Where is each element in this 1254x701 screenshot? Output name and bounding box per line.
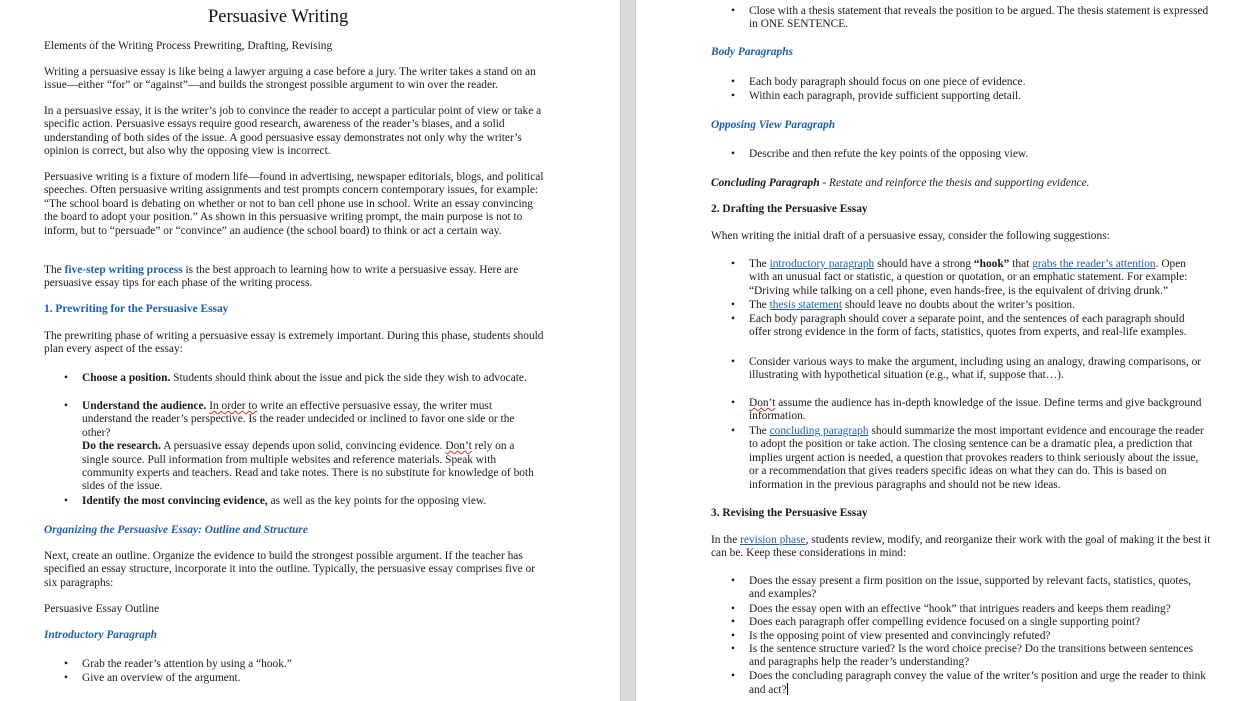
paragraph: The five-step writing process is the best approach to learning how to write a persuasive essay. Here are persuasive essay tips for each phase of the writing process. <box>44 264 519 290</box>
list-item: • Close with a thesis statement that reveals the position to be argued. The thesis statement is expressed in ONE SENTENCE. <box>749 5 1209 32</box>
paragraph: In a persuasive essay, it is the writer’s job to convince the reader to accept a particular point of view or take a specific action. Persuasive essays require good research, awareness of the reader’s biases, and a solid understanding of both sides of the issue. A good persuasive essay demonstrates not only why the writer’s opinion is correct, but also why the opposing view is incorrect. <box>44 105 542 158</box>
list-item: • The thesis statement should leave no doubts about the writer’s position. <box>749 299 1209 312</box>
document-page-right[interactable] <box>636 0 1254 701</box>
list-item: • Understand the audience. In order to write an effective persuasive essay, the writer must understand the reader’s perspective. Is the reader undecided or inclined to favor one side or the other? Do the research. A persuasive essay depends upon solid, convincing evidence. Don’t rely on a single source. Pull information from multiple websites and reference materials. Speak with community experts and teachers. Read and take notes. There is no substitute for knowledge of both sides of the issue. <box>82 400 540 494</box>
five-step-link[interactable]: five-step writing process <box>64 264 183 276</box>
section-heading: Organizing the Persuasive Essay: Outline and Structure <box>44 524 308 536</box>
list-item: • The introductory paragraph should have a strong “hook” that grabs the reader’s attention. Open with an unusual fact or statistic, a question or quotation, or an emphatic statement. For example: “Driving while talking on a cell phone, even hands-free, is the equivalent of driving drunk.” <box>749 258 1209 298</box>
outline-label: Persuasive Essay Outline <box>44 603 160 615</box>
list-item: • Consider various ways to make the argument, including using an analogy, drawing comparisons, or illustrating with hypothetical situation (e.g., what if, suppose that…). <box>749 356 1209 383</box>
paragraph: When writing the initial draft of a persuasive essay, consider the following suggestions: <box>711 230 1110 242</box>
section-heading: Opposing View Paragraph <box>711 119 836 131</box>
paragraph: In the revision phase, students review, modify, and reorganize their work with the goal of making it the best it can be. Keep these considerations in mind: <box>711 534 1211 560</box>
subtitle: Elements of the Writing Process Prewriting, Drafting, Revising <box>44 40 333 52</box>
paragraph: The prewriting phase of writing a persuasive essay is extremely important. During this phase, students should plan every aspect of the essay: <box>44 330 544 356</box>
section-heading: Introductory Paragraph <box>44 629 157 641</box>
text-cursor <box>787 683 788 695</box>
list-item: • Describe and then refute the key points of the opposing view. <box>749 148 1209 161</box>
list-item: • Each body paragraph should cover a separate point, and the sentences of each paragraph should offer strong evidence in the form of facts, statistics, quotes from experts, and real-life examples. <box>749 313 1209 340</box>
section-heading: Body Paragraphs <box>711 46 793 58</box>
document-page-left[interactable] <box>0 0 620 701</box>
list-item: • Is the sentence structure varied? Is the word choice precise? Do the transitions between sentences and paragraphs help the reader’s understanding? <box>749 643 1209 670</box>
paragraph: Concluding Paragraph - Restate and reinforce the thesis and supporting evidence. <box>711 177 1090 189</box>
section-heading: 2. Drafting the Persuasive Essay <box>711 203 868 215</box>
page-gutter <box>620 0 636 701</box>
list-item: • Within each paragraph, provide sufficient supporting detail. <box>749 90 1209 103</box>
paragraph: Next, create an outline. Organize the evidence to build the strongest possible argument. If the teacher has specified an essay structure, incorporate it into the outline. Typically, the persuasive essay comprises five or six paragraphs: <box>44 550 536 589</box>
list-item: • Does the concluding paragraph convey the value of the writer’s position and urge the reader to think and act? <box>749 670 1209 698</box>
revision-phase-link[interactable]: revision phase <box>740 534 806 546</box>
page-title: Persuasive Writing <box>208 7 349 27</box>
list-item: • Does the essay open with an effective “hook” that intrigues readers and keeps them reading? <box>749 603 1209 616</box>
grabs-attention-link[interactable]: grabs the reader’s attention <box>1032 258 1156 270</box>
paragraph: Writing a persuasive essay is like being a lawyer arguing a case before a jury. The writer takes a stand on an issue—either “for” or “against”—and builds the strongest possible argument to win over the reader. <box>44 66 536 92</box>
concluding-paragraph-link[interactable]: concluding paragraph <box>769 425 869 437</box>
list-item: • Give an overview of the argument. <box>82 672 542 685</box>
thesis-statement-link[interactable]: thesis statement <box>769 299 843 311</box>
list-item: • Is the opposing point of view presented and convincingly refuted? <box>749 630 1209 643</box>
section-heading: 1. Prewriting for the Persuasive Essay <box>44 303 229 315</box>
introductory-paragraph-link[interactable]: introductory paragraph <box>769 258 875 270</box>
list-item: • Identify the most convincing evidence, as well as the key points for the opposing view. <box>82 495 552 508</box>
paragraph: Persuasive writing is a fixture of modern life—found in advertising, newspaper editorials, blogs, and political speeches. Often persuasive writing assignments and test prompts concern contemporary issues, for example: “The school board is debating on whether or not to ban cell phone use in school. Write an essay convincing the board to adopt your position.” As shown in this persuasive writing prompt, the main purpose is not to inform, but to “persuade” or “convince” an audience (the school board) to think or act a certain way. <box>44 171 544 237</box>
section-heading: 3. Revising the Persuasive Essay <box>711 507 868 519</box>
list-item: • Grab the reader’s attention by using a “hook.” <box>82 658 542 671</box>
list-item: • Choose a position. Students should think about the issue and pick the side they wish to advocate. <box>82 372 552 385</box>
list-item: • Does the essay present a firm position on the issue, supported by relevant facts, statistics, quotes, and examples? <box>749 575 1209 602</box>
list-item: • Don’t assume the audience has in-depth knowledge of the issue. Define terms and give background information. <box>749 397 1209 424</box>
list-item: • Does each paragraph offer compelling evidence focused on a single supporting point? <box>749 616 1209 629</box>
list-item: • Each body paragraph should focus on one piece of evidence. <box>749 76 1209 89</box>
list-item: • The concluding paragraph should summarize the most important evidence and encourage the reader to adopt the position or take action. The closing sentence can be a dramatic plea, a prediction that implies urgent action is needed, a question that provokes readers to think seriously about the issue, or a recommendation that gives readers specific ideas on what they can do. This is based on information in the previous paragraphs and should not be new ideas. <box>749 425 1209 492</box>
